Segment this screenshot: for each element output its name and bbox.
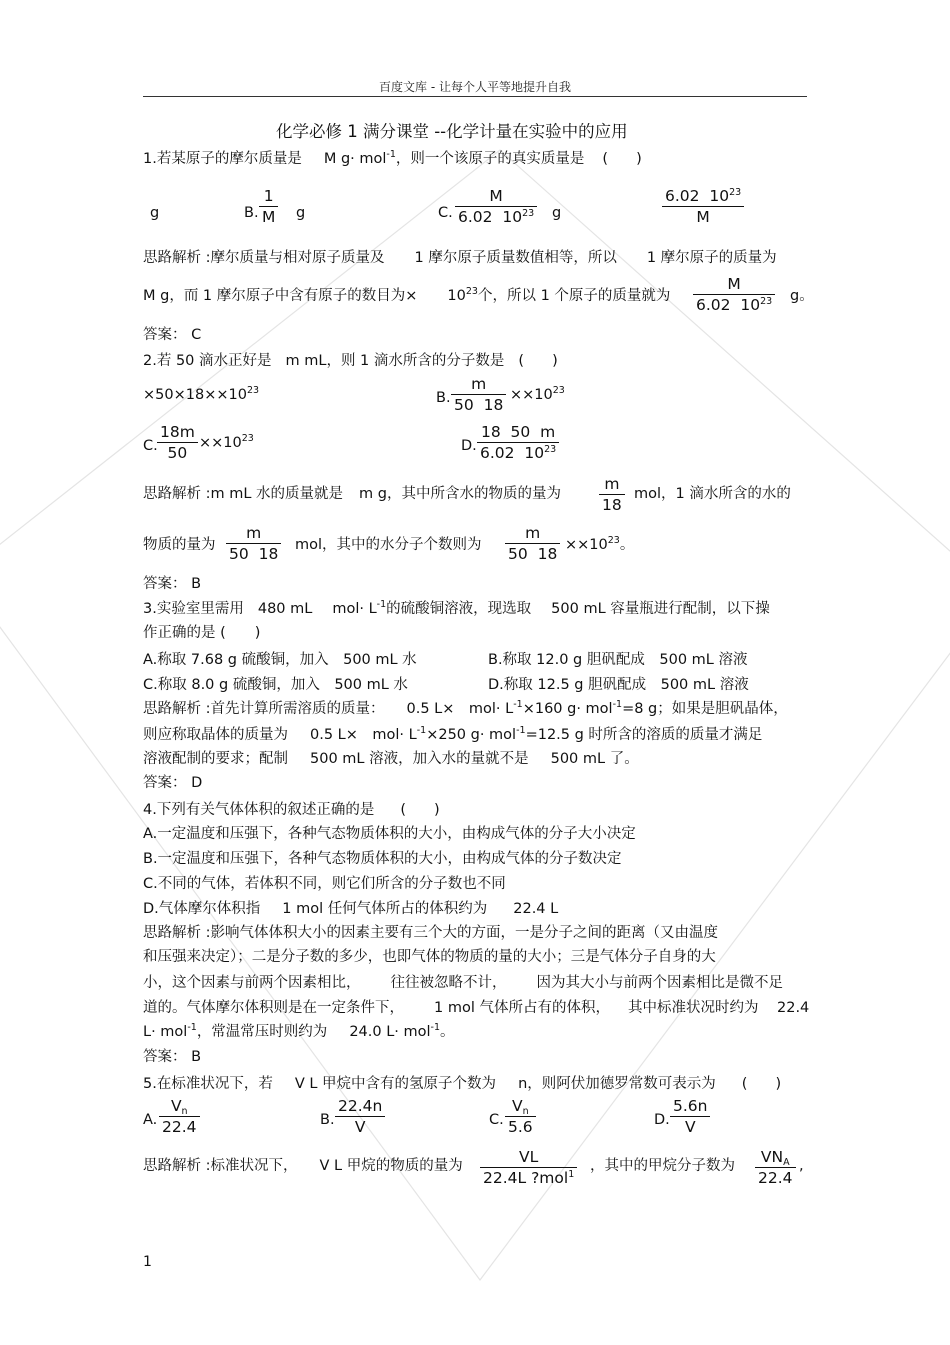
q4-analysis-line2: 和压强来决定）；二是分子数的多少，也即气体的物质的量的大小；三是气体分子自身的大 [143,949,716,965]
q1-analysis-line2: M g，而 1 摩尔原子中含有原子的数目为× $10^{23}$个，所以 1 个原子的质量就为 [143,286,671,304]
q5-analysis-fraction-2: $VN_A$ 22.4 [755,1147,796,1188]
q5-option-d-fraction: 5.6n V [670,1096,710,1137]
q1-analysis-line1: 思路解析 :摩尔质量与相对原子质量及 1 摩尔原子质量数值相等，所以 1 摩尔原子的质量为 [143,250,777,266]
q5-option-b-label: B. [320,1112,335,1128]
q5-analysis-line1-a: 思路解析 :标准状况下， V L 甲烷的物质的量为 [143,1158,463,1174]
q4-analysis-line4: 道的。气体摩尔体积则是在一定条件下， 1 mol 气体所占有的体积， 其中标准状况时约为 [143,1000,759,1016]
q1-analysis-fraction: M 6.02 $10^{23}$ [693,274,775,315]
document-title: 化学必修 1 满分课堂 --化学计量在实验中的应用 [276,122,628,141]
q1-option-c-label: C. [438,205,453,221]
q4-option-c: C.不同的气体，若体积不同，则它们所含的分子数也不同 [143,876,506,892]
q4-stem: 4.下列有关气体体积的叙述正确的是 ( ) [143,802,440,818]
q2-analysis-line1-b: mol，1 滴水所含的水的 [634,486,791,502]
q2-option-a: $\times 50\times 18\times\times 10^{23}$ [143,385,260,403]
q5-option-c-label: C. [489,1112,504,1128]
q2-option-c-fraction: 18m 50 [157,422,198,463]
q2-analysis-line2-a: 物质的量为 [143,537,216,553]
q4-analysis-line4-value: 22.4 [777,1000,810,1016]
q3-option-b: B.称取 12.0 g 胆矾配成 500 mL 溶液 [488,652,748,668]
q3-option-a: A.称取 7.68 g 硫酸铜，加入 500 mL 水 [143,652,417,668]
q1-stem: 1.若某原子的摩尔质量是 M g· mol$^{-1}$，则一个该原子的真实质量是 ( ) [143,149,642,167]
page-header: 百度文库 - 让每个人平等地提升自我 [379,80,571,94]
page-number: 1 [143,1254,152,1270]
q2-answer: 答案： B [143,576,202,592]
q2-analysis-line1-a: 思路解析 :m mL 水的质量就是 m g，其中所含水的物质的量为 [143,486,561,502]
q5-option-d-label: D. [654,1112,670,1128]
q5-option-a-fraction: $V_n$ 22.4 [159,1096,200,1137]
header-rule [143,96,807,97]
q5-analysis-fraction-1: VL 22.4L ?mol$^1$ [480,1147,577,1188]
q3-analysis-line3: 溶液配制的要求；配制 500 mL 溶液，加入水的量就不是 500 mL 了。 [143,751,639,767]
q2-option-b-tail: $\times\times 10^{23}$ [510,385,565,403]
q5-analysis-line1-c: , [799,1158,804,1174]
q2-option-d-fraction: 18 50 m 6.02 $10^{23}$ [477,422,559,463]
q2-analysis-fraction-1: m 18 [599,474,625,515]
q4-option-b: B.一定温度和压强下，各种气态物质体积的大小，由构成气体的分子数决定 [143,851,622,867]
q4-analysis-line5: L· mol$^{-1}$，常温常压时则约为 24.0 L· mol$^{-1}$。 [143,1022,455,1040]
q4-analysis-line1: 思路解析 :影响气体体积大小的因素主要有三个大的方面，一是分子之间的距离（又由温度 [143,925,718,941]
q3-stem-line2: 作正确的是 ( ) [143,625,261,641]
q3-analysis-line2: 则应称取晶体的质量为 0.5 L× $mol\cdot L^{-1}\times 250$ g· mol$^{-1}$=12.5 g 时所含的溶质的质量才满足 [143,725,763,743]
q2-analysis-line2-b: mol，其中的水分子个数则为 [295,537,482,553]
q1-analysis-unit: g。 [790,288,814,304]
q5-option-b-fraction: 22.4n V [335,1096,385,1137]
q2-analysis-fraction-3: m 50 18 [505,523,560,564]
q5-option-c-fraction: $V_n$ 5.6 [505,1096,536,1137]
q1-answer: 答案： C [143,327,202,343]
q2-option-c-tail: $\times\times 10^{23}$ [199,433,254,451]
q2-analysis-fraction-2: m 50 18 [226,523,281,564]
q2-analysis-line2-c: $\times\times 10^{23}$。 [565,535,635,553]
q1-option-b-label: B. [244,205,259,221]
q3-option-d: D.称取 12.5 g 胆矾配成 500 mL 溶液 [488,677,749,693]
q2-stem: 2.若 50 滴水正好是 m mL，则 1 滴水所含的分子数是 ( ) [143,353,558,369]
q1-option-a: g [150,205,160,221]
q3-analysis-line1: 思路解析 :首先计算所需溶质的质量： 0.5 L× $mol\cdot L^{-1}\times 160$ g· mol$^{-1}$=8 g；如果是胆矾晶体， [143,699,788,717]
q1-option-b-unit: g [296,205,306,221]
q3-option-c: C.称取 8.0 g 硫酸铜，加入 500 mL 水 [143,677,408,693]
q3-stem-line1: 3.实验室里需用 480 mL $mol\cdot L^{-1}$的硫酸铜溶液，现选取 500 mL 容量瓶进行配制，以下操 [143,599,770,617]
q2-option-c-label: C. [143,438,158,454]
q4-option-d: D.气体摩尔体积指 1 mol 任何气体所占的体积约为 22.4 L [143,901,559,917]
q2-option-b-fraction: m 50 18 [451,374,506,415]
q5-analysis-line1-b: ，其中的甲烷分子数为 [590,1158,735,1174]
q3-answer: 答案： D [143,775,203,791]
q4-analysis-line3: 小，这个因素与前两个因素相比， 往往被忽略不计， 因为其大小与前两个因素相比是微不足 [143,975,783,991]
q1-option-b-fraction: 1 M [259,186,278,227]
q4-option-a: A.一定温度和压强下，各种气态物质体积的大小，由构成气体的分子大小决定 [143,826,636,842]
q2-option-b-label: B. [436,390,451,406]
q5-stem: 5.在标准状况下，若 V L 甲烷中含有的氢原子个数为 n，则阿伏加德罗常数可表示为 ( ) [143,1076,782,1092]
q5-option-a-label: A. [143,1112,158,1128]
q1-option-c-fraction: M 6.02 $10^{23}$ [455,186,537,227]
q1-option-d-fraction: 6.02 $10^{23}$ M [662,186,744,227]
q2-option-d-label: D. [461,438,477,454]
q1-option-c-unit: g [552,205,562,221]
q4-answer: 答案： B [143,1049,202,1065]
